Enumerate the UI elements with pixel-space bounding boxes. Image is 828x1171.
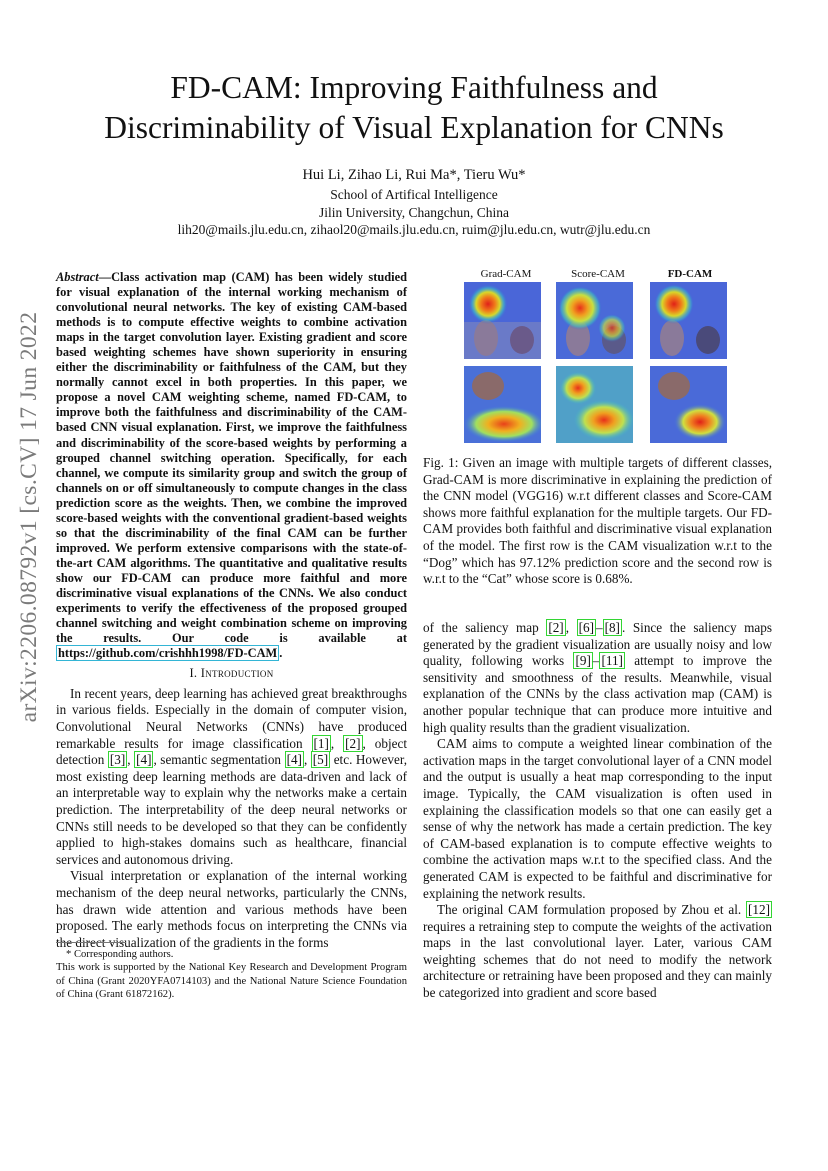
intro-text: etc. However, most existing deep learning methods are data-driven and lack of an interpretable way to explain why the networks make a certain prediction. The interpretability of the deep neural networks or CNNs still needs to be developed so that they can be confidently applied to high-stakes domains such as healthcare, financial services and autonomous driving. [56, 752, 407, 867]
affiliation-school: School of Artifical Intelligence [330, 187, 498, 202]
right-paragraph-3 [423, 902, 772, 1002]
author-emails: lih20@mails.jlu.edu.cn, zihaol20@mails.jlu.edu.cn, ruim@jlu.edu.cn, wutr@jlu.edu.cn [177, 222, 651, 237]
body-text: . Since the saliency maps generated by the gradient visualization are usually noisy and low quality, following works [423, 620, 773, 669]
author-list: Hui Li, Zihao Li, Rui Ma*, Tieru Wu* [302, 167, 526, 183]
abstract-label: Abstract [56, 270, 99, 284]
intro-text: , [127, 752, 135, 768]
body-text: – [592, 653, 600, 669]
citation-link[interactable]: [6] [578, 620, 594, 635]
figure-column-scorecam: Score-CAM [571, 268, 625, 280]
intro-text: , semantic segmentation [153, 752, 285, 768]
figure-column-gradcam: Grad-CAM [480, 268, 532, 280]
code-link[interactable]: https://github.com/crishhh1998/FD-CAM [58, 646, 278, 661]
abstract-end: . [279, 646, 283, 661]
paper-title [60, 68, 768, 148]
citation-link[interactable]: [11] [601, 653, 623, 669]
citation-link[interactable]: [9] [575, 653, 591, 669]
intro-text: , [330, 735, 344, 751]
body-text: , [565, 620, 577, 635]
body-text: requires a retraining step to compute the weights of the activation maps in the last convolutional layer. Later, various CAM weighting schemes that do not need to modify the network architecture or retraining have been proposed and they can mainly be categorized into gradient and score based [423, 918, 772, 1001]
citation-link[interactable]: [3] [109, 752, 126, 768]
heatmap-scorecam-cat [556, 366, 633, 443]
figure-column-fdcam: FD-CAM [667, 268, 713, 280]
section-heading-introduction: I. Introduction [189, 666, 274, 681]
title-line-2: Discriminability of Visual Explanation for CNNs [104, 110, 724, 145]
intro-paragraph-1 [56, 686, 407, 869]
intro-text: , object detection [56, 735, 407, 768]
abstract-body: —Class activation map (CAM) has been widely studied for visual explanation of the internal working mechanism of convolutional neural networks. The key of existing CAM-based methods is to compute effective weights to combine activation maps in the target convolution layer. Existing gradient and score based weighting schemes have shown superiority in ensuring either the discriminability or faithfulness of the CAM, but they normally cannot excel in both properties. In this paper, we propose a novel CAM weighting scheme, named FD-CAM, to improve both the faithfulness and discriminability of the CAM-based CNN visual explanation. First, we improve the faithfulness and discriminability of the score-based weights by performing a grouped channel switching operation. Specifically, for each channel, we compute its similarity group and switch the group of channels on or off simultaneously to compute changes in the class prediction score as the weights. Then, we combine the improved score-based weights with the conventional gradient-based weights so that the discriminability of the final CAM can be further improved. We perform extensive comparisons with the state-of-the-art CAM algorithms. The quantitative and qualitative results show our FD-CAM can produce more faithful and more discriminative visual explanations of the CNNs. We also conduct experiments to verify the effectiveness of the proposed grouped channel switching and weight combination scheme on improving the results. Our code is available at [56, 270, 407, 646]
abstract [56, 270, 407, 661]
citation-link[interactable]: [12] [748, 902, 770, 918]
citation-link[interactable]: [8] [604, 620, 620, 635]
intro-text: , [303, 752, 311, 768]
intro-text: In recent years, deep learning has achieved great breakthroughs in various fields. Especially in the domain of computer vision, Convolutional Neural Networks (CNNs) have produced remarkable results for image classification [56, 685, 407, 751]
footnote-rule [56, 942, 126, 943]
right-column [423, 620, 772, 1002]
heatmap-scorecam-dog [556, 282, 633, 359]
left-column [56, 270, 407, 951]
body-text: The original CAM formulation proposed by Zhou et al. [437, 902, 747, 918]
footnote-corresponding: * Corresponding authors. [66, 949, 174, 960]
right-paragraph-2: CAM aims to compute a weighted linear combination of the activation maps in the target convolutional layer of a CNN model and the output is usually a heat map corresponding to the input image. Typically, the CAM visualization is often used in explaining the classification models so that one can easily get a sense of why the network has made a certain prediction. The key of CAM-based explanation is to compute effective weights to combine the activation maps w.r.t to the specified class. And the generated CAM is expected to be faithful and discriminative for explaining the network results. [423, 736, 772, 901]
arxiv-identifier: arXiv:2206.08792v1 [cs.CV] 17 Jun 2022 [16, 311, 42, 723]
citation-link[interactable]: [4] [136, 752, 152, 768]
citation-link[interactable]: [1] [313, 735, 329, 751]
body-text: of the saliency map [423, 620, 547, 635]
heatmap-gradcam-dog [464, 282, 541, 359]
affiliation-university: Jilin University, Changchun, China [319, 205, 509, 220]
heatmap-fdcam-cat [650, 366, 727, 443]
footnote-funding: This work is supported by the National Key Research and Development Program of China (Grant 2020YFA0714103) and the National Nature Science Foundation of China (Grant 61872162). [56, 962, 407, 1000]
heatmap-fdcam-dog [650, 282, 727, 359]
citation-link[interactable]: [4] [286, 752, 302, 768]
body-text: – [595, 620, 603, 635]
citation-link[interactable]: [5] [312, 752, 329, 768]
heatmap-gradcam-cat [464, 366, 541, 443]
right-paragraph-1 [423, 620, 772, 736]
citation-link[interactable]: [2] [548, 620, 564, 635]
body-text: attempt to improve the sensitivity and smoothness of the results. Meanwhile, visual explanation of the CNNs by the class activation map (CAM) is another popular technique that can produce more intuitive and high quality results than the gradient visualization. [423, 653, 772, 735]
intro-paragraph-2: Visual interpretation or explanation of the internal working mechanism of the deep neural networks, particularly the CNNs, has drawn wide attention and various methods have been proposed. The early methods focus on interpreting the CNNs via the direct visualization of the gradients in the forms [56, 868, 407, 950]
figure-caption: Fig. 1: Given an image with multiple targets of different classes, Grad-CAM is more discriminative in explaining the prediction of the CNN model (VGG16) w.r.t different classes and Score-CAM shows more faithful explanation for the multiple targets. Our FD-CAM provides both faithful and discriminative visual explanation of the model. The first row is the CAM visualization w.r.t to the “Dog” which has 97.12% prediction score and the second row is w.r.t to the “Cat” whose score is 0.68%. [423, 455, 772, 587]
footnotes [56, 948, 407, 1001]
title-line-1: FD-CAM: Improving Faithfulness and [170, 70, 658, 105]
citation-link[interactable]: [2] [345, 735, 361, 751]
